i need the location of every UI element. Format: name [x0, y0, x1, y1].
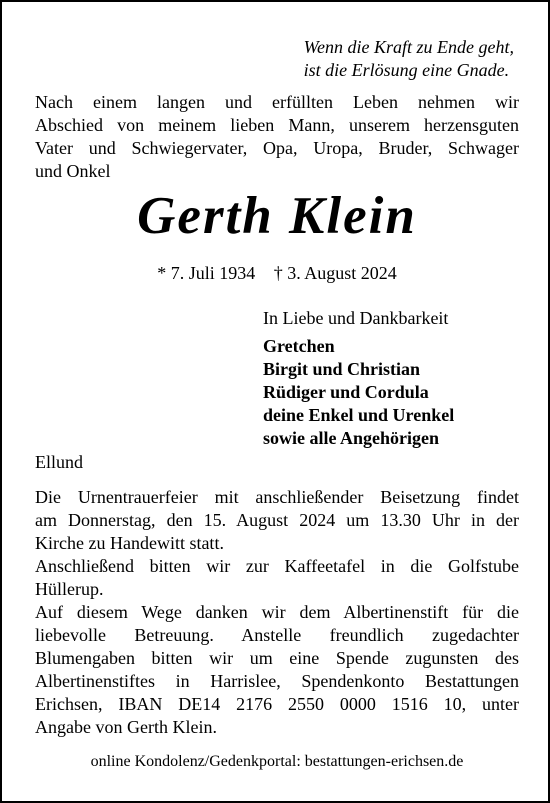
body-line: am Donnerstag, den 15. August 2024 um 13.30 Uhr in der [35, 510, 519, 530]
mourner-name: Gretchen [263, 336, 335, 356]
birth-date: * 7. Juli 1934 [157, 263, 256, 283]
epigraph-quote [304, 36, 514, 82]
mourners-names [263, 335, 454, 450]
mourners-block [263, 307, 454, 450]
intro-line: Nach einem langen und erfüllten Leben nehmen wir [35, 92, 519, 112]
body-line: liebevolle Betreuung. Anstelle freundlich zugedachter [35, 625, 519, 645]
intro-paragraph [35, 91, 519, 183]
mourner-name: deine Enkel und Urenkel [263, 405, 455, 425]
body-line: Angabe von Gerth Klein. [35, 717, 217, 737]
epigraph-line: ist die Erlösung eine Gnade. [303, 60, 510, 80]
death-date: † 3. August 2024 [273, 263, 397, 283]
intro-line: Abschied von meinem lieben Mann, unserem herzensguten [35, 115, 519, 135]
mourner-name: Birgit und Christian [263, 359, 421, 379]
body-line: Albertinenstiftes in Harrislee, Spendenkonto Bestattungen [35, 671, 519, 691]
body-line: Hüllerup. [35, 579, 104, 599]
body-line: Erichsen, IBAN DE14 2176 2550 0000 1516 10, unter [35, 694, 519, 714]
service-details [35, 486, 519, 739]
mourner-name: Rüdiger und Cordula [263, 382, 429, 402]
mourners-heading: In Liebe und Dankbarkeit [263, 308, 449, 328]
condolence-portal-link: online Kondolenz/Gedenkportal: bestattungen-erichsen.de [90, 753, 464, 770]
body-line: Blumengaben bitten wir um eine Spende zugunsten des [35, 648, 519, 668]
intro-line: und Onkel [35, 161, 111, 181]
body-line: Anschließend bitten wir zur Kaffeetafel in die Golfstube [35, 556, 519, 576]
intro-line: Vater und Schwiegervater, Opa, Uropa, Bruder, Schwager [35, 138, 519, 158]
epigraph-line: Wenn die Kraft zu Ende geht, [303, 37, 514, 57]
deceased-name: Gerth Klein [137, 187, 417, 245]
place-name: Ellund [35, 452, 83, 472]
body-line: Auf diesem Wege danken wir dem Albertinenstift für die [35, 602, 519, 622]
life-dates [2, 262, 550, 284]
mourner-name: sowie alle Angehörigen [263, 428, 439, 448]
body-line: Die Urnentrauerfeier mit anschließender Beisetzung findet [35, 487, 519, 507]
body-line: Kirche zu Handewitt statt. [35, 533, 224, 553]
